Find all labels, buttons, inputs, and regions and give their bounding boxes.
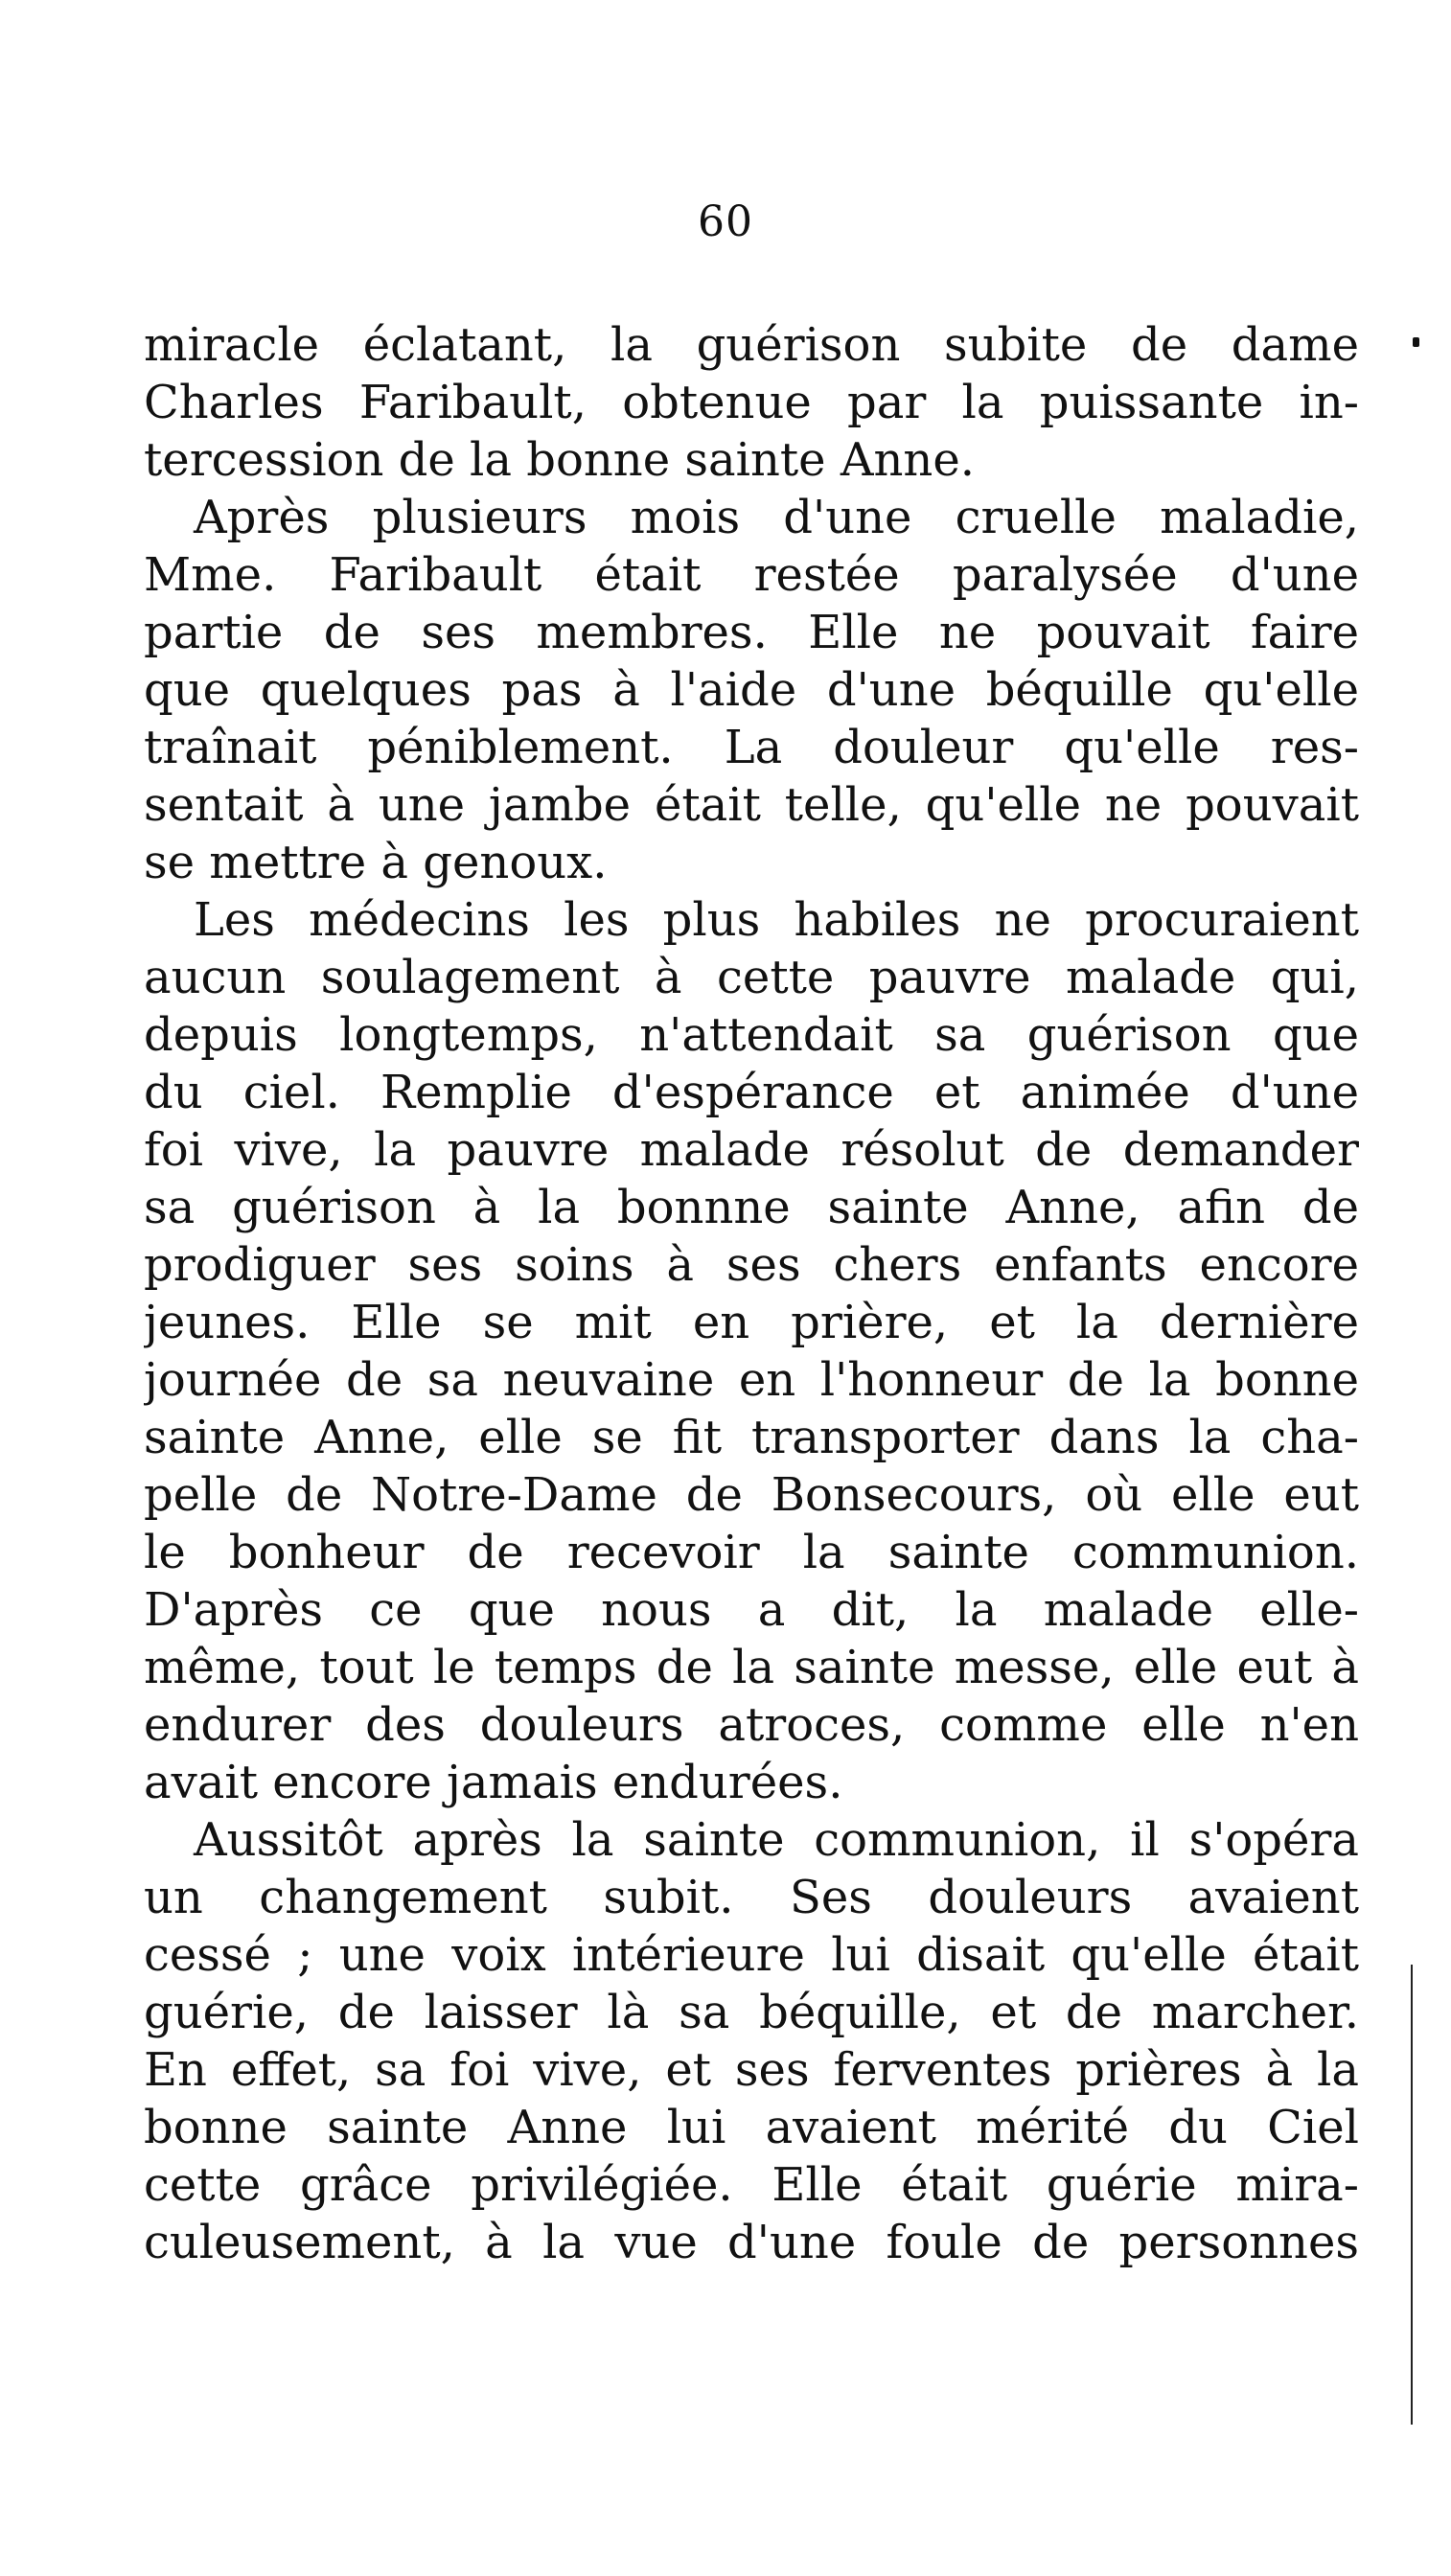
text-line: foi vive, la pauvre malade résolut de demander	[144, 1123, 1359, 1177]
text-line: sa guérison à la bonnne sainte Anne, afin de	[144, 1181, 1359, 1234]
ink-speck	[1413, 337, 1419, 347]
text-line: endurer des douleurs atroces, comme elle n'en	[144, 1698, 1359, 1752]
text-line: Charles Faribault, obtenue par la puissante in-	[144, 376, 1359, 429]
page-number: 60	[698, 197, 753, 246]
text-line: partie de ses membres. Elle ne pouvait faire	[144, 606, 1359, 659]
scan-edge-line	[1411, 1965, 1413, 2425]
text-line: avait encore jamais endurées.	[144, 1756, 843, 1809]
text-line: jeunes. Elle se mit en prière, et la dernière	[144, 1296, 1359, 1349]
text-line: journée de sa neuvaine en l'honneur de la bonne	[144, 1353, 1359, 1407]
text-line: cessé ; une voix intérieure lui disait qu'elle était	[144, 1928, 1359, 1982]
text-line: pelle de Notre-Dame de Bonsecours, où elle eut	[144, 1468, 1359, 1522]
text-line: se mettre à genoux.	[144, 836, 608, 889]
text-line: sentait à une jambe était telle, qu'elle ne pouvait	[144, 778, 1359, 832]
text-line: sainte Anne, elle se fit transporter dans la cha-	[144, 1411, 1359, 1464]
text-line: cette grâce privilégiée. Elle était guérie mira-	[144, 2158, 1359, 2212]
text-line: tercession de la bonne sainte Anne.	[144, 433, 975, 487]
text-line: que quelques pas à l'aide d'une béquille qu'elle	[144, 663, 1359, 717]
body-text	[144, 316, 1359, 2271]
text-line: Après plusieurs mois d'une cruelle maladie,	[194, 491, 1359, 544]
text-line: Aussitôt après la sainte communion, il s'opéra	[194, 1813, 1359, 1867]
text-line: bonne sainte Anne lui avaient mérité du Ciel	[144, 2101, 1359, 2154]
text-line: miracle éclatant, la guérison subite de dame	[144, 318, 1359, 372]
text-line: En effet, sa foi vive, et ses ferventes prières à la	[144, 2043, 1359, 2097]
text-line: prodiguer ses soins à ses chers enfants encore	[144, 1238, 1359, 1292]
text-line: un changement subit. Ses douleurs avaient	[144, 1871, 1359, 1924]
text-line: D'après ce que nous a dit, la malade elle-	[144, 1583, 1359, 1637]
text-line: Les médecins les plus habiles ne procuraient	[194, 893, 1359, 947]
text-line: du ciel. Remplie d'espérance et animée d'une	[144, 1066, 1359, 1119]
text-line: guérie, de laisser là sa béquille, et de marcher.	[144, 1986, 1359, 2039]
text-line: Mme. Faribault était restée paralysée d'une	[144, 548, 1359, 602]
text-line: le bonheur de recevoir la sainte communion.	[144, 1526, 1359, 1579]
text-line: culeusement, à la vue d'une foule de personnes	[144, 2216, 1359, 2269]
text-line: traînait péniblement. La douleur qu'elle res-	[144, 721, 1359, 774]
text-line: même, tout le temps de la sainte messe, elle eut à	[144, 1641, 1359, 1694]
text-line: aucun soulagement à cette pauvre malade qui,	[144, 951, 1359, 1004]
text-line: depuis longtemps, n'attendait sa guérison que	[144, 1008, 1359, 1062]
